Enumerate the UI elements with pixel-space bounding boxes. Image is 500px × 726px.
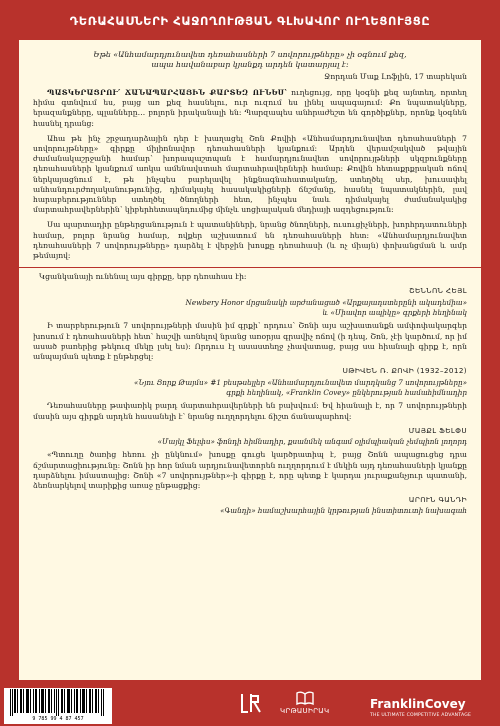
barcode-icon bbox=[8, 688, 108, 716]
section-divider bbox=[19, 267, 481, 268]
cover-title: ԴԵՌԱՀԱՍՆԵՐԻ ՀԱՋՈՂՈՒԹՅԱՆ ԳԼԽԱՎՈՐ ՈՒՂԵՑՈՒՅՑԸ bbox=[69, 14, 431, 28]
kratasirak-logo-text: ԿՐԹԱՍԻՐԱԿ bbox=[280, 707, 330, 715]
body-paragraph-2: Ահա թե ինչ շրջադարձային դեր է խաղացել Շոն Քովիի «Անհամարդյունավետ դեռահասների 7 սովորույթները» գիրքը միլիոնավոր դեռահասների կյանքում: Արդեն վերամշակված թվային ժամանակաշրջանի համար՝ խորապաշտպան է համարդյունավետ սովորույթների սկզբունքները դեռահասների կյանքում առկա ամենավստահ մարտահրավերների համար: Քովին հետաքրքրական ոճով ներկայացնում է, թե ինչպես բարելավել ինքնագնահատականը, ստեղծել սեր, խուսափել անհանդուրժողականությունից, դիմակայել հասակակիցների ճնշմանը, հասնել նպատակներին, լավ հարաբերություններ ստեղծել ծնողների հետ, ինչպես նաև դիմակայել ժամանակակից մարտահրավերներին՝ կիբերհետապնդումից մինչև սոցիալական մեդիայի ազդեցություն: bbox=[33, 133, 467, 215]
review-text: «Պտուղը ծառից հեռու չի ընկնում» խոսքը գուցե կարծրատիպ է, բայց Շոնն ապացուցեց դրա ճշմարտացիությունը: Շոնն իր հոր նման արդյունավետորեն ուղղորդում է մեկին այդ դեռահասների կյանքը դարձնելու իմաստալից: Շոնի «7 սովորույթներ»-ի գիրքը է, որը պետք է կարդա յուրաքանչյուր պատանի, ձեռնարկելով տարիքից առաջ ընթացքից: bbox=[33, 450, 467, 490]
review-role: «Նյու Յորք Թայմս» #1 բեսթսելլեր «Անհամարդյունավետ մարդկանց 7 սովորույթները» bbox=[134, 377, 467, 387]
review-2 bbox=[33, 321, 467, 397]
review-role: «Գանդի» համաշխարհային կրթության ինստիտուտի նախագահ bbox=[220, 506, 467, 516]
review-name: ՍԹԻՎԵՆ Ռ. ՔՈՎԻ (1932–2012) bbox=[342, 366, 467, 376]
review-text: Ի տարբերություն 7 սովորույթների մասին իմ գրքի՝ որդուս՝ Շոնի այս աշխատանքն ամփոփակարգեր խոսում է դեռահասների հետ՝ հաշվի առնելով նրանց առօրյա գրավիչ ոճով (ի դեպ, Շոն, չէի կարծում, որ իմ ասած բառերից թեկուզ մեկը լսել ես): Որդուս էլ ասաստեղջ չհավատաց, բայց սա հիանալի գիրք է, որն անպայման պետք է ընթերցել: bbox=[33, 321, 467, 362]
review-name: ՇԵՆՆՈՆ ՀԵՅԼ bbox=[409, 286, 467, 296]
body-paragraph-1 bbox=[33, 88, 467, 129]
review-text: Դեռահասները թափառիկ բարդ մարտահրավերների են բախվում: Եվ հիանալի է, որ 7 սովորույթների մասին այս գիրքն արդեն հասանելի է՝ նրանց ուղղորդելու ճիշտ ճանապարհով: bbox=[33, 401, 467, 421]
kratasirak-logo bbox=[280, 690, 329, 715]
barcode-number: 9 785 99 4 87 457 bbox=[32, 716, 84, 722]
review-role: գրքի հեղինակ, «Franklin Covey» ընկերության համահիմնադիր bbox=[226, 387, 467, 397]
review-role: «Մայկլ Ֆելփս» ֆոնդի հիմնադիր, քսանմեկ անգամ օլիմպիական չեմպիոն լողորդ bbox=[157, 436, 467, 446]
review-role: և «Միավոր ապիկը» գրքերի հեղինակ bbox=[322, 308, 467, 318]
epigraph-line-2: ապա հավանաբար կյանքդ արդեն կատարյալ է: bbox=[151, 60, 349, 70]
franklincovey-logo-text: FranklinCovey bbox=[370, 697, 466, 711]
barcode bbox=[4, 688, 112, 724]
review-4 bbox=[33, 450, 467, 515]
book-icon bbox=[295, 690, 315, 706]
reviews-intro: Կցանկանայի ունենալ այս գիրքը, երբ դեռահաս էի: bbox=[39, 272, 247, 282]
epigraph bbox=[33, 50, 467, 71]
body-paragraph-1-text: ուղեցույց, որը կօգնի քեզ այնտեղ, որտեղ հիմա գտնվում ես, բայց առ քեզ հասնելու, ուր ուզում ես լինել ապագայում: Քո նպատակները, երազանքները, պլանները… բոլորն իրականալի են: Պարզապես անհրաժեշտ են գործիքներ, որոնք կօգնեն հասնել դրանց: bbox=[33, 88, 467, 128]
footer-strip bbox=[0, 684, 500, 726]
review-role: Newbery Honor մրցանակի արժանացած «Արքայադստերընի ակադեմիա» bbox=[185, 297, 467, 307]
review-3 bbox=[33, 401, 467, 446]
body-lead: ՊԱՏԿԵՐԱՑՐՈՒ՛ ՃԱՆԱՊԱՐՀԱՅԻՆ ՔԱՐՏԵԶ ՈՒՆԵՍ՝ bbox=[47, 88, 287, 98]
epigraph-author: Ջորդան Մաք Լոֆլին, 17 տարեկան bbox=[324, 71, 467, 81]
franklincovey-logo bbox=[370, 693, 471, 718]
epigraph-line-1: Եթե «Անհամարդյունավետ դեռահասների 7 սովորույթները» չի օգնում քեզ, bbox=[93, 50, 407, 59]
review-name: ԱՐՈՒՆ ԳԱՆԴԻ bbox=[408, 495, 467, 505]
body-paragraph-3: Սա պարտադիր ընթերցանություն է պատանիների, նրանց ծնողների, ուսուցիչների, խորհրդատուների համար, բոլոր նրանց համար, ովքեր աշխատում են դեռահասների հետ: «Անհամարդյունավետ դեռահասների 7 սովորույթները» դարձել է վերջին խոսքը դեռահասի (և ոչ միայն) փոխանցման և ամր թեմայով: bbox=[33, 220, 467, 261]
text-panel bbox=[19, 40, 481, 680]
review-name: ՄԱՅՔԼ ՖԵԼՓՍ bbox=[408, 425, 467, 435]
franklincovey-tagline: THE ULTIMATE COMPETITIVE ADVANTAGE bbox=[370, 713, 472, 718]
review-1 bbox=[33, 286, 467, 317]
publisher-logo-icon bbox=[238, 690, 264, 722]
